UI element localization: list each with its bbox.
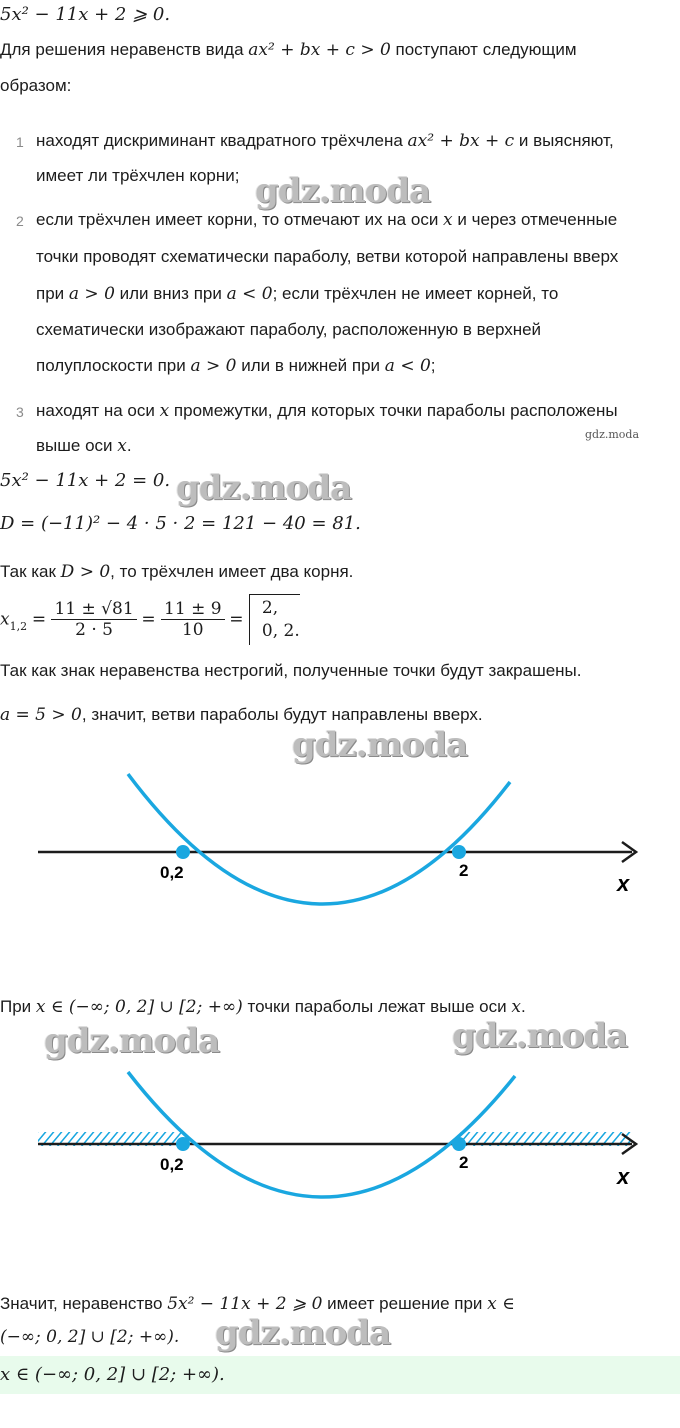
root-label-2: 2 — [459, 1153, 469, 1172]
root-point — [452, 845, 466, 859]
watermark: gdz.moda — [255, 171, 431, 211]
parabola-curve — [128, 774, 510, 904]
step-2-line-3: при a > 0 или вниз при a < 0; если трёхчлен не имеет корней, то — [36, 284, 559, 304]
roots-formula: $x_{1,2}$ = $\frac{11 \pm √81}{2 \cdot 5}$ = $\frac{11 \pm 9}{10}$ = 2, 0, 2. — [0, 594, 300, 654]
above-axis-note: При x ∈ (−∞; 0, 2] ∪ [2; +∞) точки параболы лежат выше оси x. — [0, 997, 526, 1017]
step-number: 2 — [16, 213, 24, 229]
roots-set — [249, 594, 300, 645]
inequality-statement: 5x² − 11x + 2 ⩾ 0. — [0, 4, 171, 25]
nonstrict-note: Так как знак неравенства нестрогий, полученные точки будут закрашены. — [0, 661, 582, 680]
root-label-0-2: 0,2 — [160, 863, 184, 882]
step-2-line-1: если трёхчлен имеет корни, то отмечают их на оси x и через отмеченные — [36, 210, 618, 230]
intro-text: Для решения неравенств вида — [0, 40, 249, 59]
branches-note: a = 5 > 0, значит, ветви параболы будут направлены вверх. — [0, 705, 483, 725]
watermark: gdz.moda — [452, 1016, 628, 1056]
step-number: 1 — [16, 134, 24, 150]
step-3-line-2: выше оси x. — [36, 436, 132, 456]
root-value: 0, 2. — [261, 621, 300, 641]
since-line: Так как D > 0, то трёхчлен имеет два корня. — [0, 562, 354, 582]
step-2-line-4: схематически изображают параболу, расположенную в верхней — [36, 320, 542, 339]
root-label-2: 2 — [459, 861, 469, 880]
intro-line-2: образом: — [0, 76, 72, 95]
root-point — [176, 845, 190, 859]
parabola-curve — [128, 1072, 515, 1197]
equation: 5x² − 11x + 2 = 0. — [0, 470, 171, 491]
intro-text-end: поступают следующим — [390, 40, 577, 59]
parabola-graph-1 — [0, 760, 680, 930]
axis-label-x: x — [617, 1164, 630, 1189]
step-1-line-2: имеет ли трёхчлен корни; — [36, 166, 240, 185]
root-point — [452, 1137, 466, 1151]
root-label-0-2: 0,2 — [160, 1155, 184, 1174]
fraction-2: $\frac{11 \pm 9}{10}$ — [161, 599, 225, 640]
fraction-1: $\frac{11 \pm √81}{2 \cdot 5}$ — [51, 599, 136, 640]
intro-line-1 — [0, 40, 577, 60]
watermark: gdz.moda — [215, 1313, 391, 1353]
step-1-line-1: находят дискриминант квадратного трёхчлена ax² + bx + c и выясняют, — [36, 131, 614, 151]
watermark: gdz.moda — [176, 468, 352, 508]
watermark-small: gdz.moda — [585, 428, 640, 441]
answer: x ∈ (−∞; 0, 2] ∪ [2; +∞). — [0, 1364, 225, 1385]
discriminant: D = (−11)² − 4 · 5 · 2 = 121 − 40 = 81. — [0, 513, 361, 534]
step-number: 3 — [16, 404, 24, 420]
watermark: gdz.moda — [44, 1021, 220, 1061]
axis-label-x: x — [617, 871, 630, 896]
step-2-line-2: точки проводят схематически параболу, ветви которой направлены вверх — [36, 247, 619, 266]
root-point — [176, 1137, 190, 1151]
parabola-graph-2 — [0, 1060, 680, 1200]
root-value: 2, — [261, 598, 279, 618]
step-2-line-5: полуплоскости при a > 0 или в нижней при a < 0; — [36, 356, 436, 376]
watermark: gdz.moda — [292, 725, 468, 765]
conclusion-line-1: Значит, неравенство 5x² − 11x + 2 ⩾ 0 имеет решение при x ∈ — [0, 1294, 515, 1314]
conclusion-line-2: (−∞; 0, 2] ∪ [2; +∞). — [0, 1327, 180, 1347]
step-3-line-1: находят на оси x промежутки, для которых точки параболы расположены — [36, 401, 618, 421]
intro-math: ax² + bx + c > 0 — [248, 40, 391, 60]
